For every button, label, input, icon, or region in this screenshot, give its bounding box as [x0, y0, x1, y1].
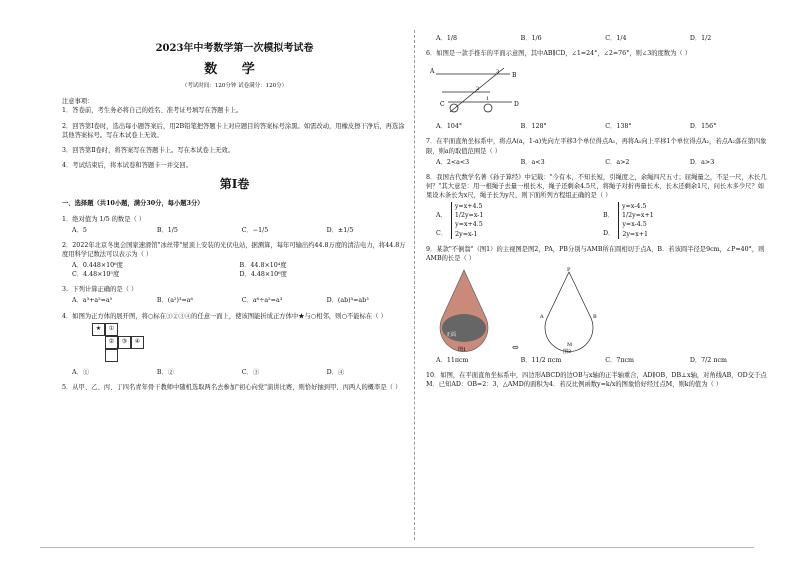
question-10	[426, 371, 770, 389]
footer-rule	[40, 547, 754, 548]
cube-net-figure	[92, 323, 407, 362]
net-cell-1: ①	[105, 323, 118, 336]
question-stem: 10．如图，在平面直角坐标系中，四边形ABCD的边OB与x轴的正半轴重合，AD∥OB，DB⊥x轴，对角线AB，OD交于点M．已知AD：OB=2：3，△AMD的面积为4．若反比例函数y=k/x的图象恰好经过点M，则k的值为（ ）	[426, 372, 767, 389]
question-stem: 9．某款"不倒翁"（图1）的主视图是图2，PA，PB分别与AMB所在圆相切于点A，B．若该圆半径是9cm，∠P=40°，则AMB的长是（ ）	[426, 245, 765, 262]
left-column	[62, 34, 407, 392]
exam-title: 2023年中考数学第一次模拟考试卷	[155, 43, 314, 54]
net-cell-2: ②	[105, 336, 118, 349]
option-b: B．1/6	[520, 35, 542, 42]
question-stem: 5．从甲、乙、丙、丁四名青年骨干教师中随机选取两名去参加"初心向党"演讲比赛，则恰好抽到甲、丙两人的概率是（ ）	[62, 383, 402, 391]
section-heading: 一、选择题（共10小题，满分30分，每小题3分）	[62, 200, 204, 208]
option-c: C．③	[241, 368, 260, 376]
option-d: D．±1/5	[326, 226, 354, 234]
option-d: D．a>3	[689, 158, 715, 166]
cart-figure	[430, 60, 520, 118]
option-b: B．a<3	[520, 158, 545, 166]
angle-2: 2	[476, 86, 480, 93]
label-p: P	[566, 266, 571, 273]
option-b: B．1/5	[156, 226, 178, 234]
figure-2-caption: 图2	[562, 348, 571, 354]
option-c: C．a⁶÷a²=a³	[241, 297, 283, 305]
question-7	[426, 137, 770, 166]
question-stem: 4．如图为正方体的展开图，将○标在①②③④的任意一面上，使该图能折成正方体中★与○相邻，则○不能标在（ ）	[62, 312, 387, 320]
question-9	[426, 245, 770, 365]
option-d: D．1/2	[689, 35, 712, 42]
option-c: C．−1/5	[241, 226, 269, 234]
question-stem: 2．2022年北京冬奥会国家速滑馆"冰丝带"屋顶上安装的光伏电站，据测算，每年可输出约44.8万度的清洁电力，将44.8万度用科学记数法可以表示为（ ）	[62, 241, 406, 258]
option-a: A．0.448×10⁶度	[72, 262, 123, 270]
angle-3: 3	[496, 69, 500, 76]
option-c: C． y=x+4.5 2y=x-1	[436, 220, 603, 238]
label-m: M	[566, 341, 572, 348]
option-a: A．a³+a²=a⁵	[72, 297, 113, 305]
question-1	[62, 215, 407, 235]
option-a: A． y=x+4.5 1/2y=x-1	[436, 202, 603, 220]
subject-title: 数 学	[204, 61, 265, 77]
net-cell-star: ★	[92, 323, 105, 336]
exam-meta: （考试时间：120分钟 试卷满分：120分）	[181, 83, 288, 90]
question-3	[62, 285, 407, 305]
question-5	[62, 383, 407, 392]
option-d: D．156°	[689, 123, 717, 131]
option-c: C．7πcm	[605, 356, 634, 364]
option-b: B． y=x-4.5 1/2y=x+1	[603, 202, 770, 220]
note-item: 2．回答第Ⅰ卷时，选出每小题答案后，用2B铅笔把答题卡上对应题目的答案标号涂黑。如需改动，用橡皮擦干净后，再选涂其他答案标号。写在本试卷上无效。	[62, 122, 405, 139]
option-b: B．44.8×10⁴度	[239, 262, 287, 270]
option-c: C．138°	[605, 123, 632, 131]
right-column	[426, 34, 770, 389]
label-b: B	[592, 313, 597, 320]
front-label: 正面	[446, 331, 457, 338]
label-d: D	[514, 101, 519, 109]
option-a: A．2<a<3	[436, 158, 470, 166]
notes-heading: 注意事项：	[62, 98, 94, 106]
option-c: C．4.48×10⁵度	[72, 271, 120, 279]
note-item: 3．回答第Ⅱ卷时，将答案写在答题卡上。写在本试卷上无效。	[62, 146, 235, 154]
note-item: 4．考试结束后，将本试卷和答题卡一并交回。	[62, 161, 192, 169]
label-a: A	[539, 313, 544, 320]
option-a: A．11πcm	[436, 356, 469, 364]
column-divider	[414, 30, 415, 540]
question-8	[426, 173, 770, 239]
option-a: A．104°	[436, 123, 463, 131]
angle-1: 1	[486, 96, 490, 103]
option-d: D． y=x-4.5 2y=x+1	[603, 220, 770, 238]
option-d: D．4.48×10⁶度	[239, 271, 287, 279]
label-c: C	[440, 101, 445, 109]
option-b: B．②	[156, 368, 175, 376]
option-b: B．128°	[520, 123, 547, 131]
option-c: C．a>2	[605, 158, 630, 166]
question-stem: 8．我国古代数学名著《孙子算经》中记载："今有木，不知长短，引绳度之，余绳四尺五寸；屈绳量之，不足一尺，木长几何？"其大意是：用一根绳子去量一根长木，绳子还剩余4.5尺，将绳子对折再量长木，长木还剩余1尺，问长木多少尺？如果设木条长为x尺，绳子长为y尺，则下面所列方程组正确的是（ ）	[426, 173, 767, 199]
option-c: C．1/4	[605, 35, 627, 42]
question-stem: 7．在平面直角坐标系中，将点A(a，1-a)先向左平移3个单位得点A₁，再将A₁向上平移1个单位得点A₂，若点A₂落在第四象限，则a的取值范围是（ ）	[426, 138, 767, 155]
option-d: D．④	[326, 368, 345, 376]
label-a: A	[430, 68, 435, 76]
label-b: B	[512, 72, 517, 80]
tumbler-view-figure	[537, 266, 601, 354]
figure-1-caption: 图1	[458, 346, 467, 353]
question-stem: 3．下列计算正确的是（ ）	[62, 286, 138, 294]
option-b: B．(a²)³=a⁶	[156, 297, 194, 305]
option-d: D．(ab)³=ab³	[326, 297, 369, 305]
option-d: D．7/2 πcm	[689, 356, 727, 364]
net-cell-3: ③	[118, 336, 131, 349]
option-a: A．1/8	[436, 35, 457, 42]
arrow-icon: ⇔	[512, 343, 519, 353]
question-stem: 6．如图是一款手推车的平面示意图，其中AB∥CD，∠1=24°，∠2=76°，则∠3的度数为（ ）	[426, 50, 691, 58]
question-stem: 1．绝对值为 1/5 的数是（ ）	[62, 215, 146, 223]
question-6	[426, 49, 770, 131]
tumbler-photo-figure	[434, 266, 494, 354]
net-cell-4: ④	[131, 336, 144, 349]
option-a: A．①	[72, 368, 90, 376]
note-item: 1．答卷前，考生务必将自己的姓名、准考证号填写在答题卡上。	[62, 107, 243, 115]
question-4	[62, 312, 407, 377]
option-b: B．11/2 πcm	[520, 356, 562, 364]
net-cell-blank	[105, 349, 118, 362]
option-a: A．5	[72, 226, 87, 234]
volume-title: 第Ⅰ卷	[219, 177, 250, 192]
question-2	[62, 241, 407, 280]
